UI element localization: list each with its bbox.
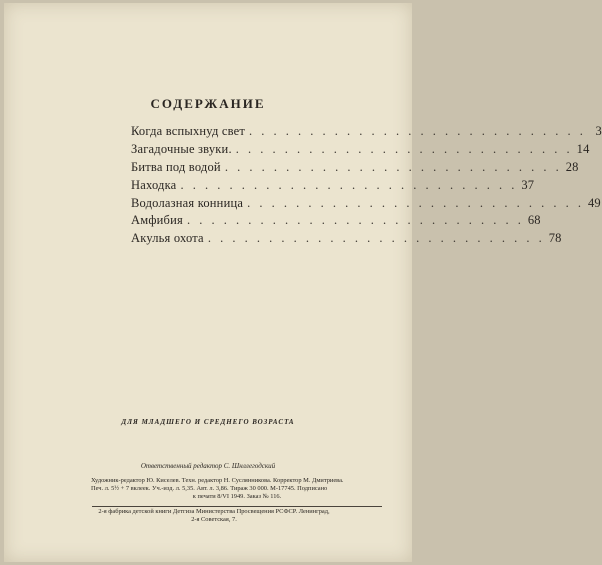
toc-entry [131,159,579,178]
toc-entry-page: 37 [521,177,535,192]
toc-entry [131,177,535,196]
divider-rule [92,506,382,507]
toc-heading: СОДЕРЖАНИЕ [150,96,266,111]
printer-address: 2-я Советская, 7. [191,516,237,524]
toc-entry [131,231,562,249]
printer-name: 2-я фабрика детской книги Детгиза Министерства Просвещения РСФСР. Ленинград, [98,508,330,515]
responsible-editor: Ответственный редактор С. Шнллегодский [140,462,276,470]
toc-entry-page: 49 [587,195,601,210]
toc-entry-page: 28 [565,159,579,174]
toc-leader-dots: . . . . . . . . . . . . . . . . . . . . . . . . . . . . [224,159,562,174]
toc-entry-title: Когда вспыхнуд свет [131,124,246,138]
toc-entry-page: 3 [595,124,602,138]
toc-entry-page: 78 [548,231,562,246]
toc-entry [131,213,541,231]
audience-label: ДЛЯ МЛАДШЕГО И СРЕДНЕГО ВОЗРАСТА [121,418,295,426]
toc-entry-title: Загадочные звуки. [131,141,232,156]
table-of-contents [131,124,602,249]
toc-leader-dots: . . . . . . . . . . . . . . . . . . . . . . . . . . . . [180,177,518,192]
toc-entry [131,195,601,214]
toc-entry-page: 14 [576,141,590,156]
toc-leader-dots: . . . . . . . . . . . . . . . . . . . . . . . . . . . . [207,231,545,246]
imprint-credits: Художник-редактор Ю. Киселев. Техн. редактор Н. Суслянникова. Корректор М. Дмитриева. [91,477,344,484]
toc-entry-title: Амфибия [131,213,183,228]
toc-entry-title: Акулья охота [131,231,204,246]
toc-leader-dots: . . . . . . . . . . . . . . . . . . . . . . . . . . . . [186,213,524,228]
book-page [4,3,602,562]
imprint-block [91,477,383,502]
toc-entry-title: Битва под водой [131,159,221,174]
toc-leader-dots: . . . . . . . . . . . . . . . . . . . . . . . . . . . . [247,195,584,210]
toc-entry [131,124,602,142]
toc-leader-dots: . . . . . . . . . . . . . . . . . . . . . . . . . . . . [235,141,573,156]
imprint-print-data: Печ. л. 5½ + 7 вклеек. Уч.-изд. л. 5,35. Авт. л. 3,86. Тираж 30 000. М-17745. Подписано [91,485,328,493]
toc-entry-title: Находка [131,177,177,192]
toc-entry-page: 68 [527,213,541,228]
toc-entry-title: Водолазная конница [131,195,244,210]
toc-leader-dots: . . . . . . . . . . . . . . . . . . . . . . . . . . . . [249,124,586,138]
toc-entry [131,141,590,160]
imprint-order: к печати 8/VI 1949. Заказ № 116. [192,493,282,501]
printer-info [64,508,364,524]
